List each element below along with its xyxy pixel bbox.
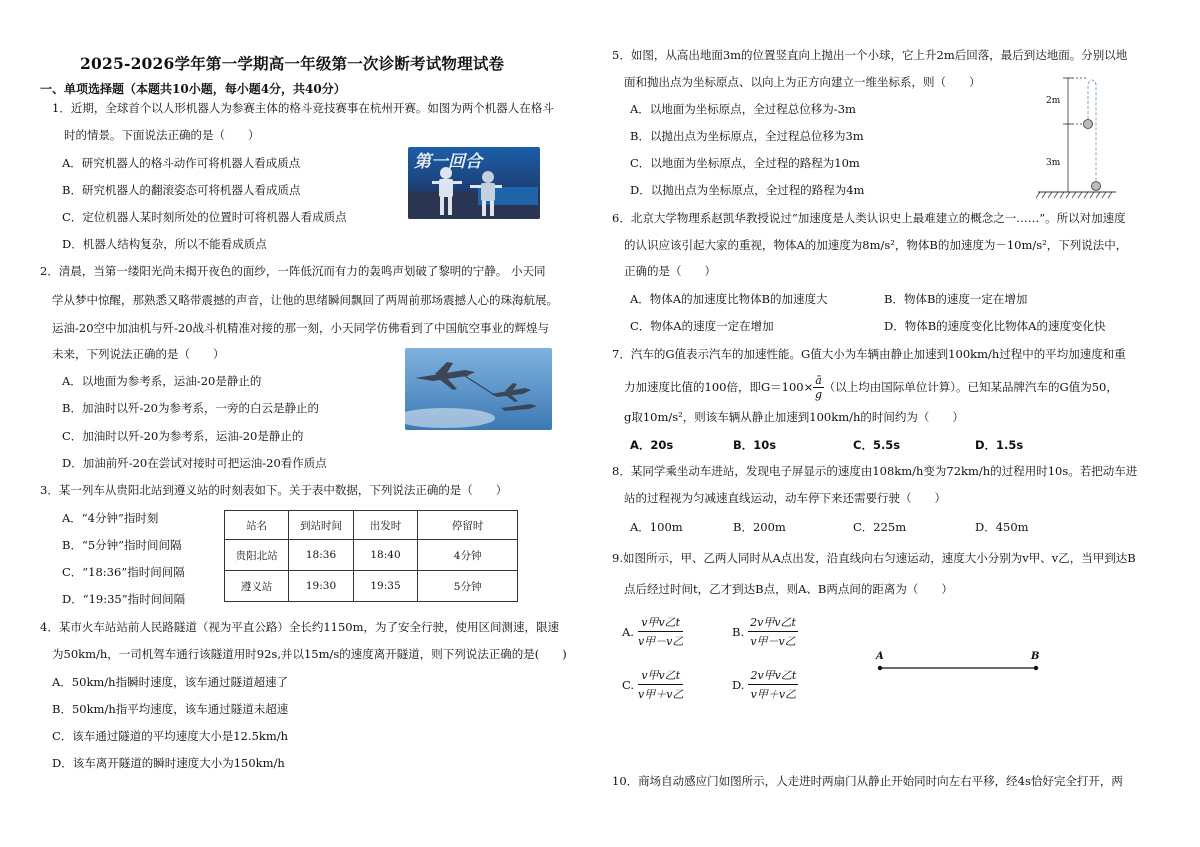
q5-option-a[interactable]: A．以地面为坐标原点，全过程总位移为-3m <box>630 102 856 116</box>
q8-option-a[interactable]: A．100m <box>630 520 683 534</box>
option-fraction <box>748 614 798 649</box>
q2-option-a[interactable]: A．以地面为参考系，运油-20是静止的 <box>62 374 262 388</box>
frac-denominator: v甲－v乙 <box>637 635 684 648</box>
q4-option-c[interactable]: C．该车通过隧道的平均速度大小是12.5km/h <box>52 729 289 743</box>
frac-denominator: v甲＋v乙 <box>750 688 797 701</box>
q7-text-part1: 力加速度比值的100倍，即G＝100× <box>624 379 814 394</box>
q2-stem-line3: 运油-20空中加油机与歼-20战斗机精准对接的那一刻，小天同学仿佛看到了中国航空事业的辉煌与 <box>52 321 550 335</box>
frac-numerator: ā <box>815 374 822 387</box>
option-label: C. <box>622 677 635 692</box>
table-cell: 18:40 <box>353 540 418 571</box>
q8-option-d[interactable]: D．450m <box>975 520 1029 534</box>
q4-stem-line1: 4．某市火车站站前人民路隧道（视为平直公路）全长约1150m，为了安全行驶，使用区间测速，限速 <box>40 620 559 634</box>
table-cell: 19:35 <box>353 571 418 602</box>
table-cell: 4分钟 <box>418 540 518 571</box>
q7-option-d[interactable]: D．1.5s <box>975 438 1024 452</box>
ball-throw-diagram <box>1030 74 1120 202</box>
q5-option-b[interactable]: B．以抛出点为坐标原点，全过程总位移为3m <box>630 129 864 143</box>
robot-fight-photo <box>408 147 540 219</box>
q2-option-b[interactable]: B．加油时以歼-20为参考系，一旁的白云是静止的 <box>62 401 319 415</box>
q10-stem-line1: 10．商场自动感应门如图所示，人走进时两扇门从静止开始同时向左右平移，经4s恰好完全打开，两 <box>612 774 1123 788</box>
ab-line-diagram <box>874 660 1044 676</box>
label-3m: 3m <box>1046 158 1061 168</box>
point-b-label: B <box>1031 651 1040 662</box>
frac-numerator: 2v甲v乙t <box>748 614 798 632</box>
label-2m: 2m <box>1046 96 1061 106</box>
q6-stem-line3: 正确的是（ ） <box>624 264 716 278</box>
q6-option-d[interactable]: D．物体B的速度变化比物体A的速度变化快 <box>884 319 1106 333</box>
table-header: 出发时 <box>353 511 418 540</box>
q2-stem-line4: 未来，下列说法正确的是（ ） <box>52 347 225 361</box>
frac-numerator: 2v甲v乙t <box>748 667 798 685</box>
frac-denominator: v甲－v乙 <box>750 635 796 648</box>
table-header: 到站时间 <box>289 511 354 540</box>
q8-stem-line2: 站的过程视为匀减速直线运动，动车停下来还需要行驶（ ） <box>624 491 946 505</box>
point-a-label: A <box>876 651 884 662</box>
q3-option-d[interactable]: D．“19:35”指时间间隔 <box>62 592 186 606</box>
q9-option-b[interactable] <box>732 614 798 649</box>
option-fraction <box>748 667 798 702</box>
table-cell: 遵义站 <box>225 571 289 602</box>
q5-stem-line1: 5．如图，从高出地面3m的位置竖直向上抛出一个小球，它上升2m后回落，最后到达地面。分别以地 <box>612 48 1128 62</box>
q9-stem-line2: 点后经过时间t，乙才到达B点，则A、B两点间的距离为（ ） <box>624 582 953 596</box>
option-label: A. <box>622 624 634 639</box>
q1-stem-line1: 1．近期，全球首个以人形机器人为参赛主体的格斗竞技赛事在杭州开赛。如图为两个机器人在格斗 <box>52 101 554 115</box>
frac-denominator: v甲＋v乙 <box>638 688 684 701</box>
table-cell: 贵阳北站 <box>225 540 289 571</box>
q1-stem-line2: 时的情景。下面说法正确的是（ ） <box>64 128 260 142</box>
q6-stem-line1: 6．北京大学物理系赵凯华教授说过“加速度是人类认识史上最难建立的概念之一……”。所以对加速度 <box>612 211 1126 225</box>
frac-denominator: g <box>814 388 823 401</box>
table-cell: 19:30 <box>289 571 354 602</box>
section-heading: 一、单项选择题（本题共10小题，每小题4分，共40分） <box>40 82 346 96</box>
q7-stem-line3: g取10m/s²，则该车辆从静止加速到100km/h的时间约为（ ） <box>624 410 964 424</box>
q4-stem-line2: 为50km/h，一司机驾车通行该隧道用时92s,并以15m/s的速度离开隧道，则下列说法正确的是( ) <box>52 647 567 661</box>
q9-option-a[interactable] <box>622 614 683 649</box>
q5-option-c[interactable]: C．以地面为坐标原点，全过程的路程为10m <box>630 156 860 170</box>
frac-numerator: v甲v乙t <box>638 667 683 685</box>
q9-option-d[interactable] <box>732 667 798 702</box>
refueling-aircraft-photo <box>405 348 552 430</box>
q7-option-c[interactable]: C．5.5s <box>853 438 901 452</box>
q2-option-c[interactable]: C．加油时以歼-20为参考系，运油-20是静止的 <box>62 429 304 443</box>
q3-option-b[interactable]: B．“5分钟”指时间间隔 <box>62 538 182 552</box>
table-header: 停留时 <box>418 511 518 540</box>
q7-stem-line1: 7．汽车的G值表示汽车的加速性能。G值大小为车辆由静止加速到100km/h过程中的平均加速度和重 <box>612 347 1126 361</box>
q1-option-a[interactable]: A．研究机器人的格斗动作可将机器人看成质点 <box>62 156 301 170</box>
option-label: B. <box>732 624 745 639</box>
option-fraction <box>638 667 683 702</box>
q8-option-b[interactable]: B．200m <box>733 520 786 534</box>
q4-option-d[interactable]: D．该车离开隧道的瞬时速度大小为150km/h <box>52 756 285 770</box>
option-label: D. <box>732 677 745 692</box>
frac-numerator: v甲v乙t <box>638 614 683 632</box>
q6-option-a[interactable]: A．物体A的加速度比物体B的加速度大 <box>630 292 828 306</box>
q1-option-c[interactable]: C．定位机器人某时刻所处的位置时可将机器人看成质点 <box>62 210 347 224</box>
q4-option-a[interactable]: A．50km/h指瞬时速度，该车通过隧道超速了 <box>52 675 289 689</box>
q1-option-d[interactable]: D．机器人结构复杂，所以不能看成质点 <box>62 237 267 251</box>
train-timetable <box>224 510 518 602</box>
q3-stem: 3．某一列车从贵阳北站到遵义站的时刻表如下。关于表中数据，下列说法正确的是（ ） <box>40 483 508 497</box>
q3-option-a[interactable]: A．“4分钟”指时刻 <box>62 511 159 525</box>
q8-option-c[interactable]: C．225m <box>853 520 907 534</box>
q7-stem-line2 <box>624 375 1118 400</box>
q3-option-c[interactable]: C．“18:36”指时间间隔 <box>62 565 185 579</box>
q7-option-a[interactable]: A．20s <box>630 438 674 452</box>
q5-stem-line2: 面和抛出点为坐标原点、以向上为正方向建立一维坐标系，则（ ） <box>624 75 981 89</box>
q6-option-b[interactable]: B．物体B的速度一定在增加 <box>884 292 1028 306</box>
q2-stem-line1: 2．清晨，当第一缕阳光尚未揭开夜色的面纱，一阵低沉而有力的轰鸣声划破了黎明的宁静。 小天同 <box>40 264 546 278</box>
page-title: 2025-2026学年第一学期高一年级第一次诊断考试物理试卷 <box>80 54 505 73</box>
q6-stem-line2: 的认识应该引起大家的重视，物体A的加速度为8m/s²，物体B的加速度为－10m/s²，下列说法中， <box>624 238 1128 252</box>
q9-stem-line1: 9.如图所示，甲、乙两人同时从A点出发，沿直线向右匀速运动，速度大小分别为v甲、v乙，当甲到达B <box>612 551 1136 565</box>
q7-text-part2: （以上均由国际单位计算）。已知某品牌汽车的G值为50， <box>823 379 1118 394</box>
table-cell: 5分钟 <box>418 571 518 602</box>
q5-option-d[interactable]: D．以抛出点为坐标原点，全过程的路程为4m <box>630 183 865 197</box>
q7-formula-fraction <box>813 375 824 400</box>
q6-option-c[interactable]: C．物体A的速度一定在增加 <box>630 319 774 333</box>
option-fraction <box>638 614 683 649</box>
q1-option-b[interactable]: B．研究机器人的翻滚姿态可将机器人看成质点 <box>62 183 301 197</box>
q8-stem-line1: 8．某同学乘坐动车进站，发现电子屏显示的速度由108km/h变为72km/h的过程用时10s。若把动车进 <box>612 464 1138 478</box>
q7-option-b[interactable]: B．10s <box>733 438 777 452</box>
q4-option-b[interactable]: B．50km/h指平均速度，该车通过隧道未超速 <box>52 702 289 716</box>
q2-option-d[interactable]: D．加油前歼-20在尝试对接时可把运油-20看作质点 <box>62 456 327 470</box>
q9-option-c[interactable] <box>622 667 683 702</box>
table-header: 站名 <box>225 511 289 540</box>
photo-caption: 第一回合 <box>414 152 482 172</box>
table-cell: 18:36 <box>289 540 354 571</box>
q2-stem-line2: 学从梦中惊醒，那熟悉又略带震撼的声音，让他的思绪瞬间飘回了两周前那场震撼人心的珠海航展。 <box>52 293 558 307</box>
